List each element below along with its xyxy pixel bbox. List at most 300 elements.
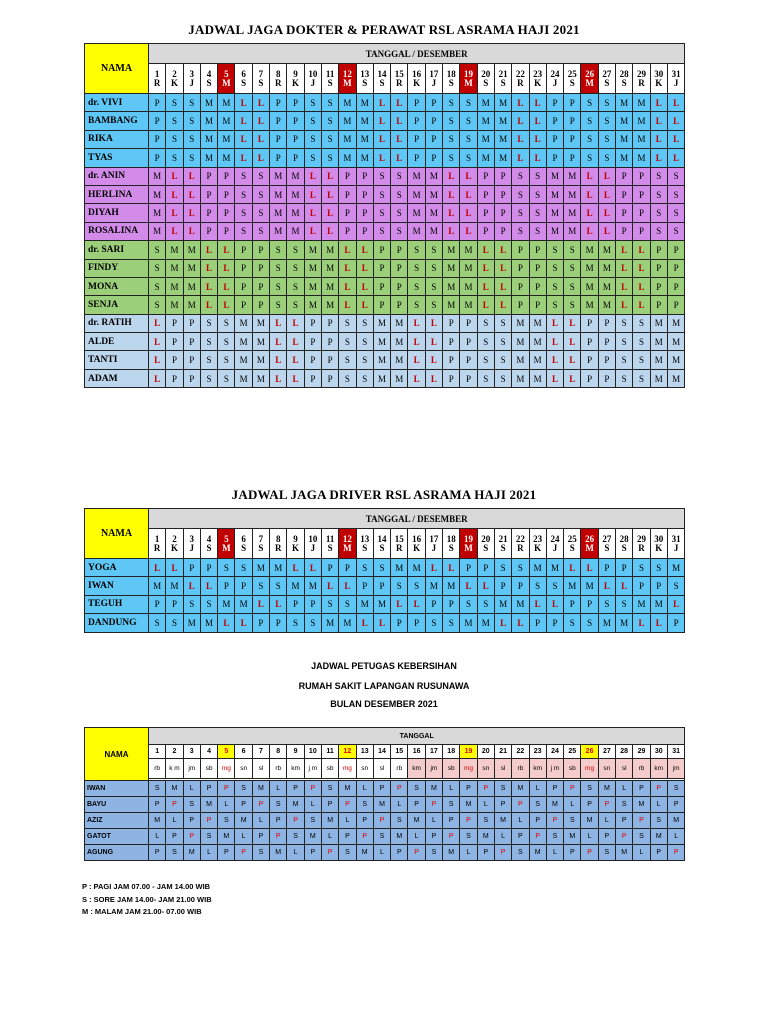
shift-cell: M: [252, 781, 269, 797]
shift-cell: S: [650, 185, 667, 203]
day-cell: [321, 529, 338, 559]
day-number: 15: [394, 68, 404, 79]
shift-cell: S: [149, 259, 166, 277]
shift-cell: S: [270, 277, 287, 295]
shift-cell: P: [270, 112, 287, 130]
shift-cell: S: [512, 222, 529, 240]
day-letter: S: [258, 542, 264, 553]
shift-cell: L: [529, 149, 546, 167]
shift-cell: L: [477, 259, 494, 277]
shift-cell: P: [373, 296, 390, 314]
staff-name: MONA: [85, 277, 149, 295]
day-number: 4: [206, 533, 212, 544]
cleaning-title-line-2: RUMAH SAKIT LAPANGAN RUSUNAWA: [298, 681, 470, 691]
shift-cell: L: [408, 333, 425, 351]
shift-cell: L: [477, 277, 494, 295]
shift-cell: M: [529, 351, 546, 369]
day-name: sl: [373, 759, 390, 779]
shift-cell: L: [460, 577, 477, 595]
day-number: 10: [308, 68, 318, 79]
day-letter: R: [638, 77, 645, 88]
shift-cell: P: [235, 577, 252, 595]
shift-cell: L: [235, 149, 252, 167]
shift-cell: S: [200, 314, 217, 332]
shift-cell: P: [166, 314, 183, 332]
header-row: [85, 44, 685, 64]
day-name: km: [408, 759, 425, 779]
day-cell: [650, 64, 667, 94]
shift-cell: M: [218, 149, 235, 167]
shift-cell: S: [616, 595, 633, 613]
day-number: 21: [498, 533, 508, 544]
shift-cell: M: [408, 222, 425, 240]
shift-cell: L: [529, 94, 546, 112]
schedule-row: [85, 167, 685, 185]
shift-cell: P: [494, 577, 511, 595]
shift-cell: M: [235, 369, 252, 387]
shift-cell: S: [287, 829, 304, 845]
schedule-row: [85, 149, 685, 167]
shift-cell: P: [149, 94, 166, 112]
shift-cell: L: [235, 614, 252, 632]
shift-cell: M: [425, 204, 442, 222]
day-letter: S: [621, 542, 627, 553]
shift-cell: M: [564, 204, 581, 222]
shift-cell: L: [270, 314, 287, 332]
day-letter: M: [343, 77, 352, 88]
shift-cell: P: [650, 845, 667, 861]
shift-cell: P: [166, 369, 183, 387]
staff-name: IWAN: [85, 781, 149, 797]
day-number: 4: [206, 68, 212, 79]
shift-cell: P: [408, 112, 425, 130]
cleaning-row: [85, 797, 685, 813]
shift-cell: M: [667, 314, 684, 332]
shift-cell: M: [529, 333, 546, 351]
day-cell: [616, 529, 633, 559]
shift-cell: P: [633, 781, 650, 797]
shift-cell: L: [373, 94, 390, 112]
shift-cell: S: [425, 241, 442, 259]
shift-cell: S: [616, 369, 633, 387]
shift-cell: L: [581, 829, 598, 845]
day-number: 3: [183, 745, 200, 759]
shift-cell: M: [512, 351, 529, 369]
shift-cell: S: [581, 130, 598, 148]
shift-cell: P: [252, 296, 269, 314]
shift-cell: P: [564, 595, 581, 613]
shift-cell: M: [616, 845, 633, 861]
shift-cell: S: [356, 351, 373, 369]
shift-cell: S: [667, 185, 684, 203]
shift-cell: S: [667, 222, 684, 240]
shift-cell: M: [598, 259, 615, 277]
shift-cell: P: [529, 813, 546, 829]
shift-cell: S: [425, 277, 442, 295]
shift-cell: M: [252, 333, 269, 351]
day-number: 26: [585, 533, 595, 544]
shift-cell: S: [339, 845, 356, 861]
shift-cell: M: [633, 595, 650, 613]
shift-cell: L: [616, 296, 633, 314]
shift-cell: L: [183, 222, 200, 240]
shift-cell: P: [581, 797, 598, 813]
day-name: sn: [356, 759, 373, 779]
shift-cell: M: [270, 559, 287, 577]
shift-cell: P: [235, 241, 252, 259]
shift-cell: S: [529, 185, 546, 203]
shift-cell: S: [339, 595, 356, 613]
shift-cell: M: [581, 259, 598, 277]
day-cell: [633, 64, 650, 94]
shift-cell: S: [477, 813, 494, 829]
shift-cell: P: [650, 577, 667, 595]
shift-cell: S: [200, 595, 217, 613]
schedule-row: [85, 333, 685, 351]
schedule-row: [85, 204, 685, 222]
day-number: 17: [429, 533, 439, 544]
day-number: 28: [619, 533, 629, 544]
day-number: 22: [515, 68, 525, 79]
shift-cell: P: [598, 797, 615, 813]
shift-cell: S: [149, 296, 166, 314]
shift-cell: L: [391, 797, 408, 813]
shift-cell: S: [443, 112, 460, 130]
shift-cell: S: [650, 559, 667, 577]
day-cell: [494, 529, 511, 559]
day-letter: S: [569, 77, 575, 88]
day-number: 19: [460, 745, 477, 759]
shift-cell: S: [667, 781, 685, 797]
shift-cell: P: [356, 204, 373, 222]
shift-cell: L: [633, 614, 650, 632]
shift-cell: M: [408, 559, 425, 577]
day-cell: [356, 64, 373, 94]
day-number: 23: [533, 533, 543, 544]
shift-cell: L: [183, 781, 200, 797]
day-number: 1: [154, 533, 160, 544]
shift-cell: L: [166, 813, 183, 829]
shift-cell: M: [304, 296, 321, 314]
shift-cell: L: [460, 222, 477, 240]
shift-cell: L: [321, 185, 338, 203]
shift-cell: S: [304, 112, 321, 130]
shift-cell: M: [598, 241, 615, 259]
shift-cell: S: [633, 369, 650, 387]
shift-cell: P: [391, 296, 408, 314]
shift-cell: P: [616, 185, 633, 203]
day-letter: S: [569, 542, 575, 553]
shift-cell: S: [494, 314, 511, 332]
shift-cell: P: [443, 595, 460, 613]
day-letter: S: [362, 542, 368, 553]
shift-cell: L: [408, 314, 425, 332]
shift-cell: P: [166, 351, 183, 369]
shift-cell: P: [218, 845, 235, 861]
shift-cell: S: [633, 829, 650, 845]
shift-cell: S: [477, 333, 494, 351]
shift-cell: S: [494, 333, 511, 351]
day-letter: M: [585, 77, 594, 88]
shift-cell: S: [287, 277, 304, 295]
shift-cell: S: [667, 167, 684, 185]
day-letter: S: [483, 77, 489, 88]
shift-cell: L: [598, 204, 615, 222]
shift-cell: L: [321, 167, 338, 185]
shift-cell: S: [373, 559, 390, 577]
shift-cell: M: [287, 167, 304, 185]
shift-cell: M: [149, 185, 166, 203]
day-name: k m: [166, 759, 183, 779]
shift-cell: L: [425, 351, 442, 369]
shift-cell: P: [443, 351, 460, 369]
shift-cell: L: [339, 577, 356, 595]
shift-cell: P: [304, 351, 321, 369]
day-number: 24: [550, 533, 560, 544]
shift-cell: S: [252, 577, 269, 595]
shift-cell: P: [564, 149, 581, 167]
shift-cell: L: [443, 204, 460, 222]
shift-cell: P: [512, 797, 529, 813]
shift-cell: L: [218, 614, 235, 632]
shift-cell: L: [166, 167, 183, 185]
shift-cell: P: [460, 559, 477, 577]
shift-cell: S: [321, 149, 338, 167]
shift-cell: S: [183, 94, 200, 112]
shift-cell: L: [633, 277, 650, 295]
shift-cell: S: [235, 167, 252, 185]
shift-cell: P: [512, 259, 529, 277]
shift-cell: M: [425, 577, 442, 595]
shift-cell: M: [477, 829, 494, 845]
shift-cell: L: [304, 559, 321, 577]
shift-cell: S: [667, 577, 684, 595]
day-number: 21: [498, 68, 508, 79]
shift-cell: L: [443, 167, 460, 185]
shift-cell: P: [252, 241, 269, 259]
day-number: 11: [325, 68, 335, 79]
shift-cell: P: [598, 333, 615, 351]
shift-cell: P: [339, 185, 356, 203]
shift-cell: L: [443, 781, 460, 797]
day-cell: [149, 529, 166, 559]
day-number: 26: [581, 745, 598, 759]
shift-cell: M: [581, 241, 598, 259]
shift-cell: S: [235, 204, 252, 222]
shift-cell: M: [235, 351, 252, 369]
day-number: 3: [189, 533, 194, 544]
day-number: 25: [567, 533, 577, 544]
shift-cell: M: [252, 559, 269, 577]
day-letter: M: [222, 542, 231, 553]
shift-cell: P: [235, 296, 252, 314]
day-letter: S: [258, 77, 264, 88]
shift-cell: S: [598, 595, 615, 613]
day-letter: R: [153, 542, 161, 553]
shift-cell: L: [391, 149, 408, 167]
shift-cell: L: [252, 149, 269, 167]
day-letter: S: [379, 542, 385, 553]
day-name: sl: [252, 759, 269, 779]
shift-cell: M: [356, 845, 373, 861]
shift-cell: S: [443, 130, 460, 148]
shift-cell: L: [270, 595, 287, 613]
shift-cell: S: [443, 149, 460, 167]
shift-cell: L: [581, 204, 598, 222]
day-letter: K: [292, 542, 300, 553]
shift-cell: S: [408, 781, 425, 797]
shift-cell: L: [339, 259, 356, 277]
shift-cell: P: [200, 781, 217, 797]
shift-cell: M: [581, 813, 598, 829]
shift-cell: S: [616, 333, 633, 351]
day-letter: S: [206, 77, 212, 88]
shift-cell: S: [616, 797, 633, 813]
shift-cell: P: [321, 314, 338, 332]
shift-cell: S: [650, 222, 667, 240]
day-cell: [425, 529, 442, 559]
shift-cell: M: [270, 167, 287, 185]
shift-cell: S: [512, 845, 529, 861]
shift-cell: P: [252, 259, 269, 277]
staff-name: dr. ANIN: [85, 167, 149, 185]
day-number: 7: [258, 533, 264, 544]
day-number: 2: [172, 68, 177, 79]
day-name: rb: [633, 759, 650, 779]
day-number: 11: [325, 533, 335, 544]
shift-cell: P: [391, 277, 408, 295]
shift-cell: S: [183, 797, 200, 813]
shift-cell: S: [391, 222, 408, 240]
day-number: 7: [258, 68, 264, 79]
day-cell: [391, 64, 408, 94]
shift-cell: S: [287, 614, 304, 632]
shift-cell: L: [149, 333, 166, 351]
shift-cell: M: [460, 296, 477, 314]
shift-cell: M: [200, 149, 217, 167]
shift-cell: M: [304, 829, 321, 845]
shift-cell: L: [546, 351, 563, 369]
shift-cell: S: [166, 94, 183, 112]
shift-cell: S: [287, 296, 304, 314]
shift-cell: P: [270, 149, 287, 167]
shift-cell: M: [270, 204, 287, 222]
shift-cell: P: [321, 845, 338, 861]
day-number: 20: [477, 745, 494, 759]
shift-cell: P: [200, 204, 217, 222]
shift-cell: L: [494, 296, 511, 314]
shift-cell: M: [321, 277, 338, 295]
shift-cell: L: [581, 185, 598, 203]
day-letter: S: [500, 542, 506, 553]
day-name: mg: [218, 759, 235, 779]
shift-cell: P: [581, 595, 598, 613]
staff-name: AGUNG: [85, 845, 149, 861]
shift-cell: P: [321, 351, 338, 369]
staff-name: dr. SARI: [85, 241, 149, 259]
shift-cell: L: [339, 296, 356, 314]
shift-cell: S: [270, 577, 287, 595]
driver-table-title: JADWAL JAGA DRIVER RSL ASRAMA HAJI 2021: [231, 487, 537, 502]
day-cell: [339, 529, 356, 559]
shift-cell: L: [200, 259, 217, 277]
shift-cell: P: [339, 559, 356, 577]
shift-cell: P: [494, 222, 511, 240]
shift-cell: M: [408, 204, 425, 222]
shift-cell: M: [321, 241, 338, 259]
shift-cell: M: [581, 296, 598, 314]
shift-cell: L: [408, 351, 425, 369]
shift-cell: L: [339, 277, 356, 295]
day-number: 16: [412, 533, 422, 544]
shift-cell: S: [149, 781, 166, 797]
shift-cell: L: [252, 595, 269, 613]
day-name: jm: [667, 759, 685, 779]
day-name: rb: [270, 759, 287, 779]
schedule-row: [85, 614, 685, 632]
shift-cell: S: [321, 595, 338, 613]
day-cell: [200, 64, 217, 94]
staff-name: BAMBANG: [85, 112, 149, 130]
shift-cell: S: [304, 614, 321, 632]
shift-cell: P: [287, 781, 304, 797]
shift-cell: S: [252, 845, 269, 861]
shift-cell: P: [183, 351, 200, 369]
day-number: 23: [533, 68, 543, 79]
shift-cell: S: [494, 369, 511, 387]
shift-cell: S: [391, 577, 408, 595]
day-letter: S: [483, 542, 489, 553]
day-letter: M: [464, 542, 473, 553]
shift-cell: S: [339, 369, 356, 387]
day-cell: [529, 529, 546, 559]
shift-cell: S: [425, 845, 442, 861]
shift-cell: L: [166, 222, 183, 240]
shift-cell: P: [564, 845, 581, 861]
shift-cell: L: [564, 369, 581, 387]
shift-cell: M: [321, 813, 338, 829]
shift-cell: S: [650, 204, 667, 222]
shift-cell: P: [425, 112, 442, 130]
day-cell: [252, 529, 269, 559]
shift-cell: L: [287, 559, 304, 577]
shift-cell: P: [218, 167, 235, 185]
day-cell: [235, 529, 252, 559]
shift-cell: L: [616, 241, 633, 259]
shift-cell: P: [616, 222, 633, 240]
shift-cell: M: [287, 797, 304, 813]
shift-cell: M: [616, 130, 633, 148]
shift-cell: S: [581, 614, 598, 632]
shift-cell: M: [356, 130, 373, 148]
day-number: 22: [515, 533, 525, 544]
staff-name: TYAS: [85, 149, 149, 167]
shift-cell: P: [650, 259, 667, 277]
shift-cell: M: [270, 222, 287, 240]
shift-cell: P: [460, 351, 477, 369]
day-cell: [477, 64, 494, 94]
day-number: 5: [218, 745, 235, 759]
shift-cell: P: [598, 369, 615, 387]
shift-cell: M: [564, 185, 581, 203]
day-name: mg: [339, 759, 356, 779]
staff-name: TANTI: [85, 351, 149, 369]
shift-cell: M: [373, 333, 390, 351]
shift-cell: P: [564, 94, 581, 112]
shift-cell: L: [494, 259, 511, 277]
shift-cell: P: [270, 94, 287, 112]
shift-cell: L: [616, 259, 633, 277]
